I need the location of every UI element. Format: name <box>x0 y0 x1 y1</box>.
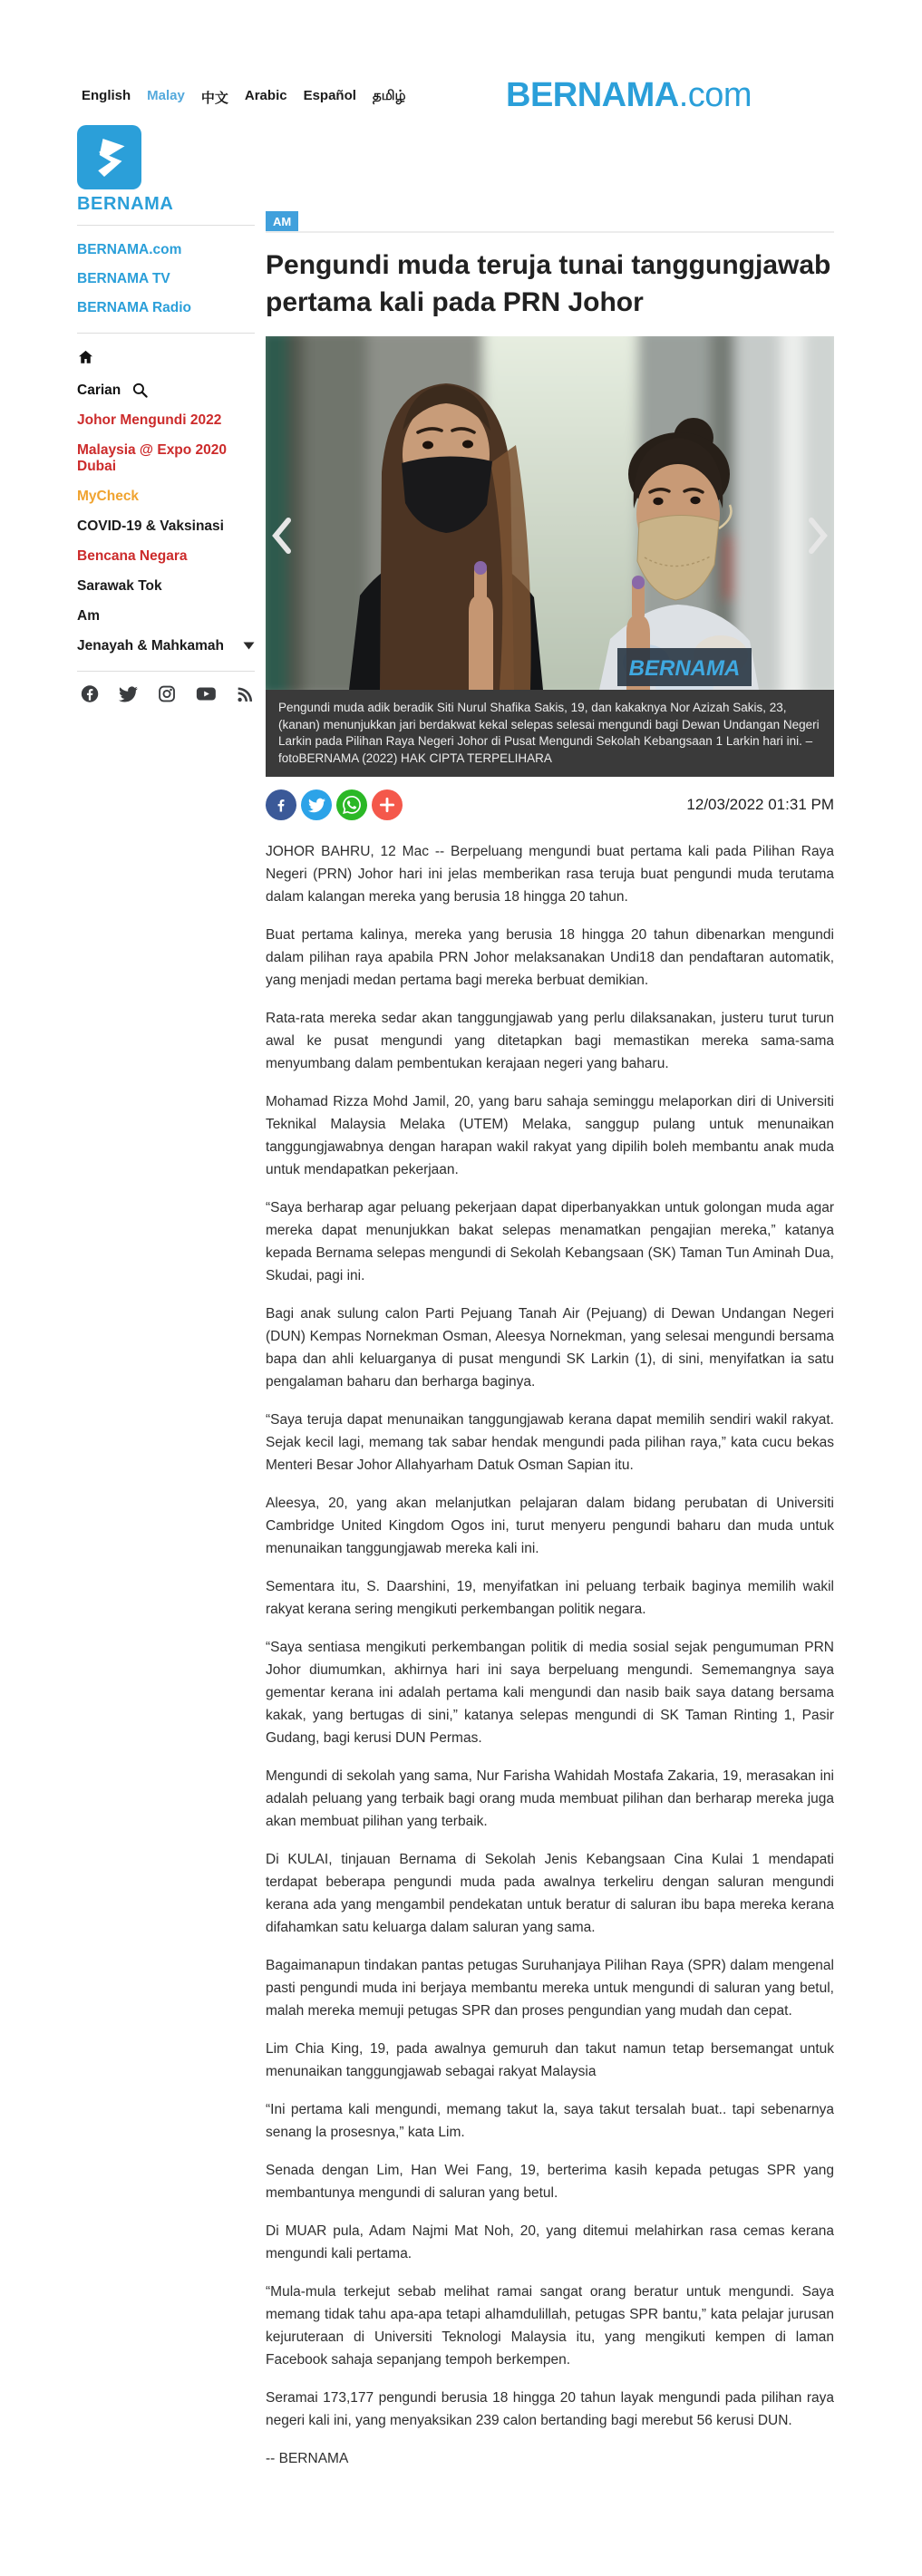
sidebar-site-link[interactable]: BERNAMA.com <box>77 242 182 257</box>
carousel-next-button[interactable] <box>807 516 830 558</box>
article-paragraph: Mengundi di sekolah yang sama, Nur Farisha Wahidah Mostafa Zakaria, 19, merasakan ini adalah peluang yang terbaik bagi orang muda membuat pilihan dan berharap mereka juga akan membuat pilihan yang terbaik. <box>266 1768 834 1829</box>
language-option[interactable]: 中文 <box>200 91 228 106</box>
facebook-icon[interactable] <box>81 683 99 704</box>
search-icon <box>131 382 149 399</box>
site-logo-suffix: .com <box>678 76 752 114</box>
sidebar-nav-dropdown[interactable] <box>77 631 255 661</box>
article-paragraph: “Saya berharap agar peluang pekerjaan dapat diperbanyakkan untuk golongan muda agar mereka dapat menunjukkan bakat selepas menamatkan pengajian mereka,” katanya kepada Bernama selepas mengundi di Sekolah Kebangsaan (SK) Taman Tun Aminah Dua, Skudai, pagi ini. <box>266 1200 834 1283</box>
sidebar-nav-item[interactable]: MyCheck <box>77 488 140 504</box>
share-row <box>266 789 834 820</box>
twitter-icon <box>308 797 325 814</box>
chevron-left-icon <box>269 516 293 556</box>
article-paragraph: “Mula-mula terkejut sebab melihat ramai sangat orang beratur untuk mengundi. Saya memang tidak tahu apa-apa tetapi alhamdulillah, petugas SPR bantu,” kata pelajar jurusan kejuruteraan di Universiti Teknologi Malaysia itu, yang mengikuti kempen di laman Facebook sahaja sepanjang tempoh berkempen. <box>266 2284 834 2368</box>
site-logo-main: BERNAMA <box>506 76 679 114</box>
share-facebook-button[interactable] <box>266 789 296 820</box>
sidebar-site-links <box>77 236 255 323</box>
language-option[interactable]: Arabic <box>244 88 287 103</box>
sidebar-nav-item[interactable]: Am <box>77 607 100 624</box>
search-label: Carian <box>77 382 121 398</box>
bernama-logo-icon <box>85 133 134 182</box>
published-date: 12/03/2022 01:31 PM <box>686 796 834 813</box>
divider <box>77 225 255 226</box>
photo-watermark <box>617 648 752 686</box>
sidebar-nav-dropdown-label: Jenayah & Mahkamah <box>77 637 224 654</box>
article-paragraph: Sementara itu, S. Daarshini, 19, menyifatkan ini peluang terbaik baginya memilih wakil rakyat kerana sering mengikuti perkembangan politik negara. <box>266 1579 834 1617</box>
article-paragraph: Senada dengan Lim, Han Wei Fang, 19, berterima kasih kepada petugas SPR yang membantunya mengundi di saluran yang betul. <box>266 2163 834 2201</box>
article-paragraph: Bagi anak sulung calon Parti Pejuang Tanah Air (Pejuang) di Dewan Undangan Negeri (DUN) Kempas Nornekman Osman, Aleesya Nornekman, yang selesai mengundi bersama bapa dan ahli keluarganya di pusat mengundi SK Larkin (1), di sini, menyifatkan ia satu pengalaman baharu dan berharga baginya. <box>266 1306 834 1390</box>
article-paragraph: -- BERNAMA <box>266 2451 349 2466</box>
rss-icon[interactable] <box>237 683 255 704</box>
plus-icon <box>378 796 396 814</box>
chevron-down-icon <box>243 642 255 650</box>
article-paragraph: “Saya teruja dapat menunaikan tanggungjawab kerana dapat memilih sendiri wakil rakyat. Sejak kecil lagi, memang tak sabar hendak mengundi pada pilihan raya,” kata cucu bekas Menteri Besar Johor Allahyarham Datuk Osman Sapian itu. <box>266 1412 834 1473</box>
category-row <box>266 211 834 233</box>
sidebar-nav <box>77 405 255 631</box>
facebook-icon <box>272 796 290 814</box>
sidebar-social-icons <box>77 683 255 705</box>
article-paragraph: Aleesya, 20, yang akan melanjutkan pelajaran dalam bidang perubatan di Universiti Cambridge United Kingdom Ogos ini, turut menyeru pengundi baharu dan muda untuk menunaikan tanggungjawab mereka kali ini. <box>266 1496 834 1556</box>
image-caption: Pengundi muda adik beradik Siti Nurul Shafika Sakis, 19, dan kakaknya Nor Azizah Sakis, 23, (kanan) menunjukkan jari berdakwat kekal selepas selesai mengundi bagi Dewan Undangan Negeri Larkin pada Pilihan Raya Negeri Johor di Pusat Mengundi Sekolah Kebangsaan 1 Larkin hari ini. –fotoBERNAMA (2022) HAK CIPTA TERPELIHARA <box>266 690 834 777</box>
sidebar-home[interactable] <box>77 344 255 375</box>
sidebar-site-link[interactable]: BERNAMA Radio <box>77 300 192 315</box>
image-carousel <box>266 336 834 690</box>
twitter-icon[interactable] <box>119 683 138 705</box>
sidebar-nav-item[interactable]: Malaysia @ Expo 2020 Dubai <box>77 441 228 474</box>
divider <box>77 671 255 672</box>
language-option[interactable]: English <box>82 88 131 103</box>
article-paragraph: Bagaimanapun tindakan pantas petugas Suruhanjaya Pilihan Raya (SPR) dalam mengenal pasti pengundi muda ini berjaya membantu mereka untuk mengundi di saluran yang betul, malah mereka memuji petugas SPR dan proses pengundian yang mudah dan cepat. <box>266 1958 834 2019</box>
sidebar <box>77 125 255 705</box>
language-bar <box>82 88 406 107</box>
home-icon <box>77 349 94 365</box>
bernama-wordmark: BERNAMA <box>77 194 174 214</box>
language-option[interactable]: தமிழ் <box>372 88 406 103</box>
youtube-icon[interactable] <box>196 683 217 704</box>
article-paragraph: Di KULAI, tinjauan Bernama di Sekolah Jenis Kebangsaan Cina Kulai 1 mendapati terdapat beberapa pengundi muda pada awalnya terkeliru dengan saluran mengundi kerana ada yang mengambil pendekatan untuk beratur di saluran ibu bapa mereka kerana difahamkan satu keluarga dalam saluran yang sama. <box>266 1852 834 1935</box>
carousel-prev-button[interactable] <box>269 516 293 558</box>
article-paragraph: JOHOR BAHRU, 12 Mac -- Berpeluang mengundi buat pertama kali pada Pilihan Raya Negeri (PRN) Johor hari ini jelas memberikan rasa teruja buat pengundi muda terutama dalam kalangan mereka yang berusia 18 hingga 20 tahun. <box>266 844 834 905</box>
sidebar-nav-item[interactable]: COVID-19 & Vaksinasi <box>77 518 224 534</box>
article-paragraph: Di MUAR pula, Adam Najmi Mat Noh, 20, yang ditemui melahirkan rasa cemas kerana mengundi kali pertama. <box>266 2223 834 2261</box>
article-title: Pengundi muda teruja tunai tanggungjawab pertama kali pada PRN Johor <box>266 250 831 317</box>
article <box>266 211 834 2485</box>
divider <box>77 333 255 334</box>
article-paragraph: Lim Chia King, 19, pada awalnya gemuruh dan takut namun tetap bersemangat untuk menunaikan tanggungjawab sebagai rakyat Malaysia <box>266 2041 834 2079</box>
article-paragraph: Mohamad Rizza Mohd Jamil, 20, yang baru sahaja seminggu melaporkan diri di Universiti Teknikal Malaysia Melaka (UTEM) Melaka, sanggup pulang untuk menunaikan tanggungjawabnya dengan harapan wakil rakyat yang dipilih boleh membantu anak muda untuk mendapatkan pekerjaan. <box>266 1094 834 1177</box>
sidebar-nav-item[interactable]: Bencana Negara <box>77 547 188 564</box>
bernama-logo[interactable] <box>77 125 141 189</box>
instagram-icon[interactable] <box>158 683 176 704</box>
sidebar-nav-item[interactable]: Johor Mengundi 2022 <box>77 412 222 428</box>
sidebar-search[interactable] <box>77 375 255 405</box>
article-paragraph: Rata-rata mereka sedar akan tanggungjawab yang perlu dilaksanakan, justeru turut turun awal ke pusat mengundi yang ditetapkan bagi memastikan mereka sama-sama menyumbang dalam pembentukan kerajaan negeri yang baharu. <box>266 1011 834 1071</box>
share-twitter-button[interactable] <box>301 789 332 820</box>
sidebar-nav-item[interactable]: Sarawak Tok <box>77 577 162 594</box>
article-body <box>266 840 834 2470</box>
site-logo[interactable] <box>506 76 752 115</box>
category-badge[interactable]: AM <box>266 211 298 231</box>
language-option[interactable]: Malay <box>147 88 185 103</box>
sidebar-site-link[interactable]: BERNAMA TV <box>77 271 170 286</box>
article-paragraph: “Saya sentiasa mengikuti perkembangan politik di media sosial sejak pengumuman PRN Johor diumumkan, akhirnya hari ini saya berpeluang mengundi. Sememangnya saya gementar kerana ini adalah pertama kali mengundi dan nasib baik saya datang bersama kakak, yang bertugas di sini,” katanya selepas mengundi di SK Taman Rinting 1, Pasir Gudang, bagi kerusi DUN Permas. <box>266 1640 834 1746</box>
chevron-right-icon <box>807 516 830 556</box>
share-whatsapp-button[interactable] <box>336 789 367 820</box>
svg-text:BERNAMA: BERNAMA <box>628 656 741 681</box>
article-paragraph: Buat pertama kalinya, mereka yang berusia 18 hingga 20 tahun dibenarkan mengundi dalam pilihan raya apabila PRN Johor melaksanakan Undi18 dan pendaftaran automatik, yang menjadi medan pertama bagi mereka berbuat demikian. <box>266 927 834 988</box>
language-option[interactable]: Español <box>303 88 356 103</box>
share-more-button[interactable] <box>372 789 403 820</box>
whatsapp-icon <box>343 796 361 814</box>
article-paragraph: “Ini pertama kali mengundi, memang takut la, saya takut tersalah buat.. tapi sebenarnya senang la prosesnya,” kata Lim. <box>266 2102 834 2140</box>
article-photo <box>266 336 834 690</box>
article-paragraph: Seramai 173,177 pengundi berusia 18 hingga 20 tahun layak mengundi pada pilihan raya negeri kali ini, yang menyaksikan 239 calon bertanding bagi merebut 56 kerusi DUN. <box>266 2390 834 2428</box>
